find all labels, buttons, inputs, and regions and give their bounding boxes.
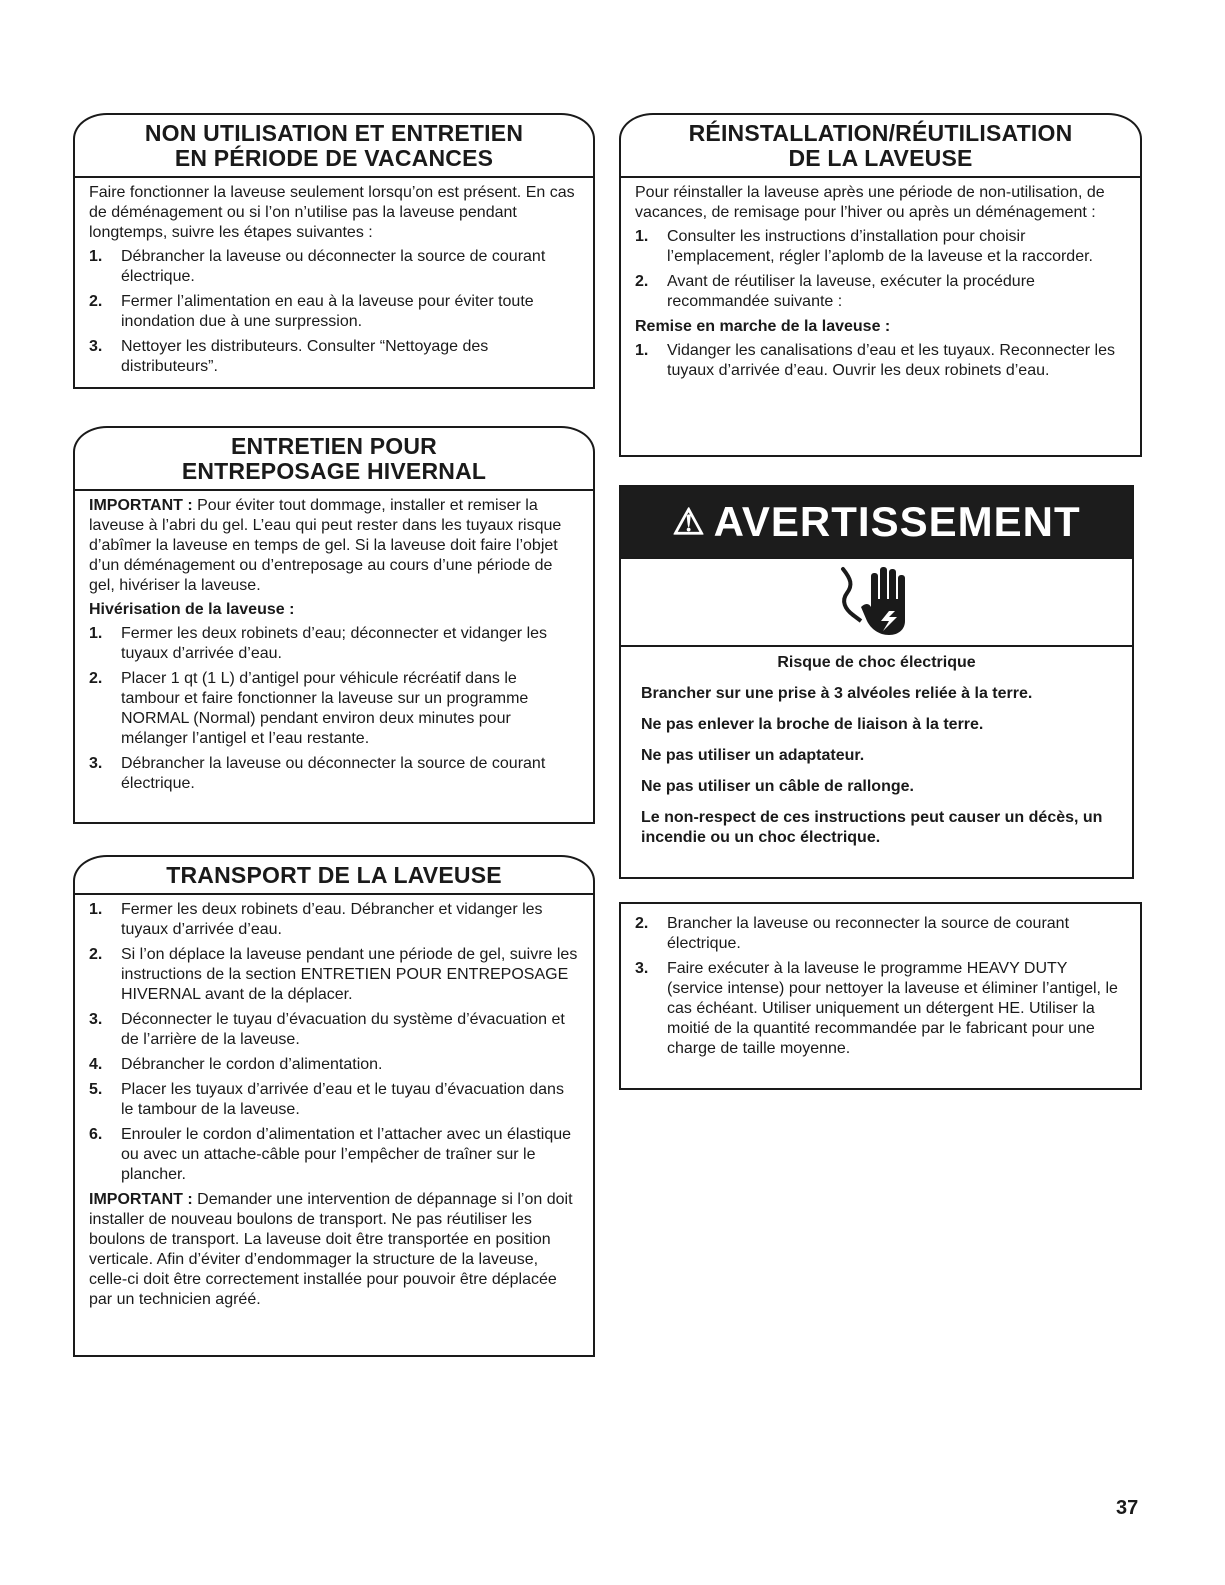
step-text: Débrancher la laveuse ou déconnecter la source de courant électrique. bbox=[121, 248, 546, 285]
step-text: Consulter les instructions d’installation pour choisir l’emplacement, régler l’aplomb de la laveuse et la raccorder. bbox=[667, 228, 1093, 265]
warning-body bbox=[621, 647, 1132, 865]
step-text: Si l’on déplace la laveuse pendant une période de gel, suivre les instructions de la section ENTRETIEN POUR ENTREPOSAGE HIVERNAL avant de la déplacer. bbox=[121, 946, 578, 1003]
list-item bbox=[89, 1080, 579, 1120]
important-label: IMPORTANT : bbox=[89, 1191, 193, 1208]
step-number: 3. bbox=[635, 960, 649, 977]
list-item bbox=[89, 337, 579, 377]
list-item bbox=[635, 914, 1126, 954]
list-item bbox=[89, 1010, 579, 1050]
section-reinstall bbox=[619, 113, 1142, 457]
warning-icon-area bbox=[621, 559, 1132, 647]
step-number: 2. bbox=[89, 670, 103, 687]
step-number: 2. bbox=[635, 273, 649, 290]
important-paragraph bbox=[89, 1190, 579, 1310]
step-text: Déconnecter le tuyau d’évacuation du système d’évacuation et de l’arrière de la laveuse. bbox=[121, 1011, 565, 1048]
title-line-1: ENTRETIEN POUR bbox=[231, 433, 437, 459]
important-text: Pour éviter tout dommage, installer et remiser la laveuse à l’abri du gel. L’eau qui peut rester dans les tuyaux risque d’abîmer la laveuse en temps de gel. Si la laveuse doit faire l’objet d’un déménagement ou d’entreposage au cours d’une période de gel, hivériser la laveuse. bbox=[89, 497, 562, 594]
section-reinstall-body bbox=[621, 178, 1140, 394]
list-item bbox=[635, 959, 1126, 1059]
list-item bbox=[635, 227, 1126, 267]
section-transport-body bbox=[75, 895, 593, 1322]
section-hivernal-title bbox=[75, 428, 593, 491]
step-text: Fermer les deux robinets d’eau; déconnecter et vidanger les tuyaux d’arrivée d’eau. bbox=[121, 625, 548, 662]
section-hivernal-body bbox=[75, 491, 593, 807]
step-text: Enrouler le cordon d’alimentation et l’attacher avec un élastique ou avec un attache-câble pour l’empêcher de traîner sur le plancher. bbox=[121, 1126, 572, 1183]
step-text: Avant de réutiliser la laveuse, exécuter la procédure recommandée suivante : bbox=[667, 273, 1035, 310]
step-number: 2. bbox=[89, 293, 103, 310]
list-item bbox=[635, 272, 1126, 312]
step-text: Placer 1 qt (1 L) d’antigel pour véhicule récréatif dans le tambour et faire fonctionner la laveuse sur un programme NORMAL (Normal) pendant environ deux minutes pour mélanger l’antigel et l’eau restante. bbox=[121, 670, 529, 747]
step-number: 1. bbox=[89, 248, 103, 265]
title-line-2: EN PÉRIODE DE VACANCES bbox=[174, 145, 494, 171]
title-line-2: DE LA LAVEUSE bbox=[788, 145, 973, 171]
step-text: Débrancher le cordon d’alimentation. bbox=[121, 1056, 383, 1073]
list-item bbox=[89, 900, 579, 940]
page-number: 37 bbox=[1116, 1497, 1139, 1519]
list-item bbox=[89, 669, 579, 749]
steps-list bbox=[89, 624, 579, 794]
step-text: Brancher la laveuse ou reconnecter la source de courant électrique. bbox=[667, 915, 1070, 952]
step-text: Placer les tuyaux d’arrivée d’eau et le tuyau d’évacuation dans le tambour de la laveuse. bbox=[121, 1081, 564, 1118]
section-reinstall-title bbox=[621, 115, 1140, 178]
step-text: Fermer l’alimentation en eau à la laveuse pour éviter toute inondation due à une surpression. bbox=[121, 293, 534, 330]
warning-line: Ne pas utiliser un adaptateur. bbox=[641, 747, 865, 764]
step-number: 3. bbox=[89, 755, 103, 772]
list-item bbox=[635, 341, 1126, 381]
section-transport bbox=[73, 855, 595, 1357]
step-text: Faire exécuter à la laveuse le programme HEAVY DUTY (service intense) pour nettoyer la laveuse et éliminer l’antigel, le cas échéant. Utiliser uniquement un détergent HE. Utiliser la moitié de la quantité recommandée par le fabricant pour une charge de taille moyenne. bbox=[667, 960, 1118, 1057]
list-item bbox=[89, 1125, 579, 1185]
list-item bbox=[89, 1055, 579, 1075]
subheading: Hivérisation de la laveuse : bbox=[89, 601, 295, 618]
list-item bbox=[89, 754, 579, 794]
important-label: IMPORTANT : bbox=[89, 497, 193, 514]
subheading: Remise en marche de la laveuse : bbox=[635, 318, 891, 335]
list-item bbox=[89, 292, 579, 332]
step-text: Débrancher la laveuse ou déconnecter la source de courant électrique. bbox=[121, 755, 546, 792]
warning-triangle-icon: ⚠ bbox=[672, 501, 706, 542]
section-vacances-title bbox=[75, 115, 593, 178]
step-text: Nettoyer les distributeurs. Consulter “Nettoyage des distributeurs”. bbox=[121, 338, 489, 375]
list-item bbox=[89, 247, 579, 287]
warning-banner bbox=[621, 487, 1132, 559]
intro-text: Pour réinstaller la laveuse après une période de non-utilisation, de vacances, de remisage pour l’hiver ou après un déménagement : bbox=[635, 184, 1105, 221]
step-number: 1. bbox=[635, 228, 649, 245]
step-number: 2. bbox=[89, 946, 103, 963]
step-number: 1. bbox=[635, 342, 649, 359]
steps-list bbox=[89, 900, 579, 1185]
step-number: 3. bbox=[89, 1011, 103, 1028]
step-number: 1. bbox=[89, 625, 103, 642]
important-paragraph bbox=[89, 496, 579, 596]
step-number: 3. bbox=[89, 338, 103, 355]
steps-list bbox=[89, 247, 579, 377]
section-vacances bbox=[73, 113, 595, 389]
warning-line: Brancher sur une prise à 3 alvéoles reliée à la terre. bbox=[641, 685, 1033, 702]
warning-line: Ne pas enlever la broche de liaison à la terre. bbox=[641, 716, 984, 733]
electric-shock-hand-icon bbox=[837, 563, 917, 641]
section-transport-title: TRANSPORT DE LA LAVEUSE bbox=[75, 857, 593, 895]
step-text: Fermer les deux robinets d’eau. Débrancher et vidanger les tuyaux d’arrivée d’eau. bbox=[121, 901, 543, 938]
warning-line: Le non-respect de ces instructions peut causer un décès, un incendie ou un choc électrique. bbox=[641, 809, 1103, 846]
title-line-2: ENTREPOSAGE HIVERNAL bbox=[181, 458, 487, 484]
step-number: 1. bbox=[89, 901, 103, 918]
section-reinstall-continued bbox=[619, 902, 1142, 1090]
warning-title: AVERTISSEMENT bbox=[713, 498, 1081, 545]
step-number: 5. bbox=[89, 1081, 103, 1098]
warning-line: Ne pas utiliser un câble de rallonge. bbox=[641, 778, 914, 795]
warning-box bbox=[619, 485, 1134, 879]
title-line-1: RÉINSTALLATION/RÉUTILISATION bbox=[688, 120, 1073, 146]
title-line-1: NON UTILISATION ET ENTRETIEN bbox=[144, 120, 524, 146]
risk-heading: Risque de choc électrique bbox=[777, 654, 976, 671]
important-text: Demander une intervention de dépannage si l’on doit installer de nouveau boulons de transport. Ne pas réutiliser les boulons de transport. La laveuse doit être transportée en position verticale. Afin d’éviter d’endommager la structure de la laveuse, celle-ci doit être correctement installée pour pouvoir être déplacée par un technicien agréé. bbox=[89, 1191, 573, 1308]
intro-text: Faire fonctionner la laveuse seulement lorsqu’on est présent. En cas de déménagement ou si l’on n’utilise pas la laveuse pendant longtemps, suivre les étapes suivantes : bbox=[89, 184, 575, 241]
substeps-list bbox=[635, 341, 1126, 381]
steps-list bbox=[635, 914, 1126, 1059]
section-hivernal bbox=[73, 426, 595, 824]
step-text: Vidanger les canalisations d’eau et les tuyaux. Reconnecter les tuyaux d’arrivée d’eau. Ouvrir les deux robinets d’eau. bbox=[667, 342, 1115, 379]
continued-body bbox=[621, 904, 1140, 1072]
list-item bbox=[89, 624, 579, 664]
step-number: 4. bbox=[89, 1056, 103, 1073]
list-item bbox=[89, 945, 579, 1005]
steps-list bbox=[635, 227, 1126, 312]
section-vacances-body bbox=[75, 178, 593, 390]
step-number: 6. bbox=[89, 1126, 103, 1143]
step-number: 2. bbox=[635, 915, 649, 932]
